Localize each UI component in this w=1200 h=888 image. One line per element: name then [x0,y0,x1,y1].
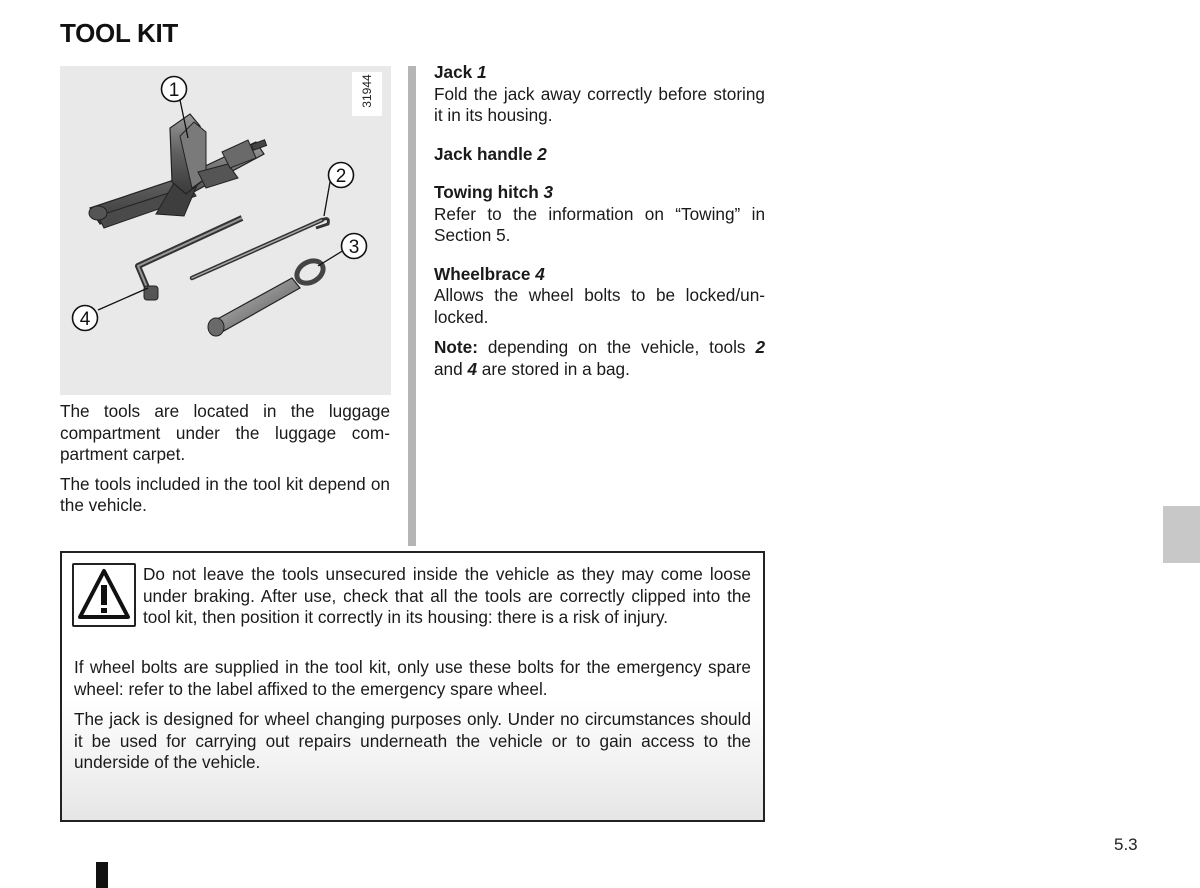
tool-kit-illustration [60,66,391,395]
jack-icon [89,114,267,228]
figure-code: 31944 [360,74,374,108]
entry-heading [434,62,765,84]
entry-text: Fold the jack away correctly before storing it in its housing. [434,83,765,125]
note [434,337,765,380]
paragraph: The tools included in the tool kit depend on the vehicle. [60,473,390,515]
entry-name: Jack handle [434,143,533,164]
svg-text:1: 1 [168,80,180,101]
jack-handle-icon [192,219,328,278]
entry-number: 1 [477,62,487,82]
wheelbrace-icon [138,218,242,300]
svg-text:4: 4 [79,309,91,330]
entry-name: Towing hitch [434,182,539,202]
entry-heading [434,264,765,286]
entry-wheelbrace [434,264,765,329]
entry-jack [434,62,765,127]
tool-kit-figure [60,66,391,395]
entry-text: Allows the wheel bolts to be locked/unlocked. [434,285,765,327]
entry-number: 3 [543,182,554,202]
entry-text: Refer to the information on “Towing” in Section 5. [434,203,765,245]
right-column [434,62,765,380]
crop-mark [96,862,108,888]
note-label: Note: [434,337,478,357]
note-text: depending on the vehicle, tools [477,337,756,357]
page-title: TOOL KIT [60,18,178,48]
warning-paragraph: If wheel bolts are supplied in the tool kit, only use these bolts for the emergency spare wheel: refer to the label affixed to the emergency spare wheel. [74,657,751,699]
section-side-bar [408,66,416,546]
warning-paragraph: The jack is designed for wheel changing purposes only. Under no circumstances should it be used for carrying out repairs underneath the vehicle or to gain access to the underside of the vehicle. [74,709,751,772]
entry-heading [434,144,765,166]
towing-hitch-icon [208,256,327,336]
entry-heading [434,182,765,204]
entry-name: Wheelbrace [434,263,531,284]
entry-name: Jack [434,62,473,82]
warning-rest [74,657,751,783]
entry-number: 4 [535,263,545,284]
figure-code-box [352,72,382,116]
entry-number: 2 [537,143,547,164]
callout-3 [342,234,367,259]
warning-triangle-icon [72,563,136,627]
note-text: and [434,358,468,379]
entry-jack-handle [434,144,765,166]
svg-text:3: 3 [348,237,360,258]
page-number: 5.3 [1114,835,1138,854]
note-text: are stored in a bag. [477,358,630,379]
svg-text:2: 2 [335,166,347,187]
section-tab [1163,506,1200,563]
callout-4 [73,306,98,331]
paragraph: The tools are located in the luggage compartment under the luggage compartment carpet. [60,401,390,464]
left-column [60,401,390,525]
warning-box [60,551,765,822]
warning-paragraph: Do not leave the tools unsecured inside the vehicle as they may come loose under braking. After use, check that all the tools are correctly clipped into the tool kit, then position it correctly in its housing: there is a risk of injury. [143,564,751,627]
callout-2 [329,163,354,188]
note-tool-number: 2 [755,337,765,357]
callout-1 [162,77,187,102]
entry-towing-hitch [434,182,765,247]
note-tool-number: 4 [467,358,478,379]
